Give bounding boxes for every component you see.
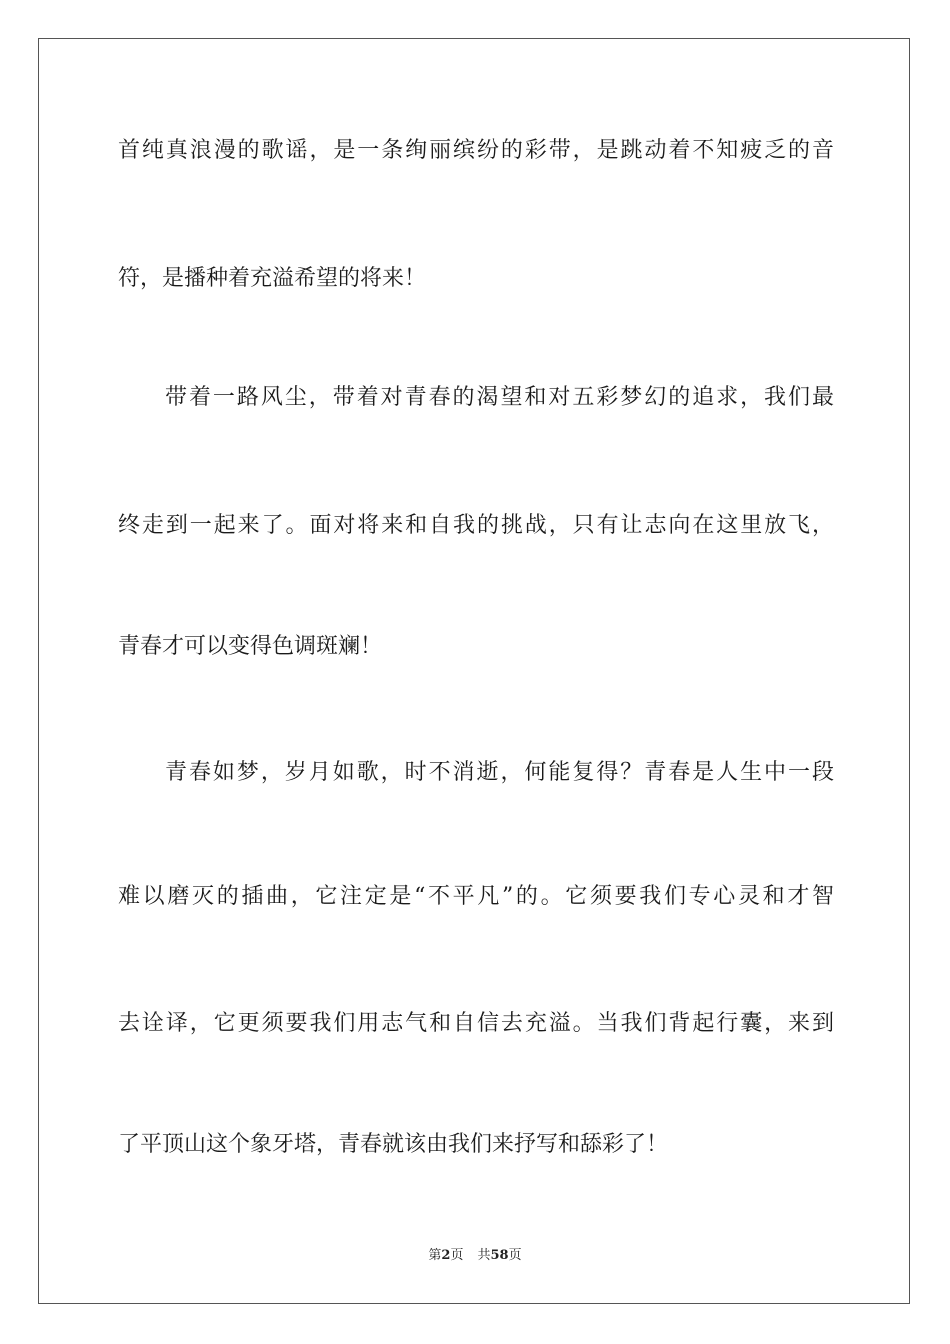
page-footer <box>0 1247 950 1265</box>
page-prefix: 第 <box>428 1248 442 1263</box>
paragraph-line: 青春如梦，岁月如歌，时不消逝，何能复得？青春是人生中一段 <box>165 760 834 785</box>
page-number: 2 <box>441 1248 451 1263</box>
paragraph-line: 终走到一起来了。面对将来和自我的挑战，只有让志向在这里放飞， <box>118 513 834 538</box>
paragraph-line: 去诠译，它更须要我们用志气和自信去充溢。当我们背起行囊，来到 <box>118 1011 834 1036</box>
page-suffix: 页 <box>450 1248 464 1263</box>
paragraph-line: 了平顶山这个象牙塔，青春就该由我们来抒写和舔彩了！ <box>118 1132 669 1157</box>
paragraph-line: 青春才可以变得色调斑斓！ <box>118 634 383 659</box>
paragraph-line: 首纯真浪漫的歌谣，是一条绚丽缤纷的彩带，是跳动着不知疲乏的音 <box>118 138 834 163</box>
page-border <box>38 38 910 1304</box>
paragraph-line: 难以磨灭的插曲，它注定是“不平凡”的。它须要我们专心灵和才智 <box>118 884 834 909</box>
paragraph-line: 带着一路风尘，带着对青春的渴望和对五彩梦幻的追求，我们最 <box>165 385 834 410</box>
paragraph-line: 符，是播种着充溢希望的将来！ <box>118 266 427 291</box>
total-prefix: 共 <box>477 1248 491 1263</box>
total-suffix: 页 <box>508 1248 522 1263</box>
total-pages: 58 <box>490 1248 509 1263</box>
